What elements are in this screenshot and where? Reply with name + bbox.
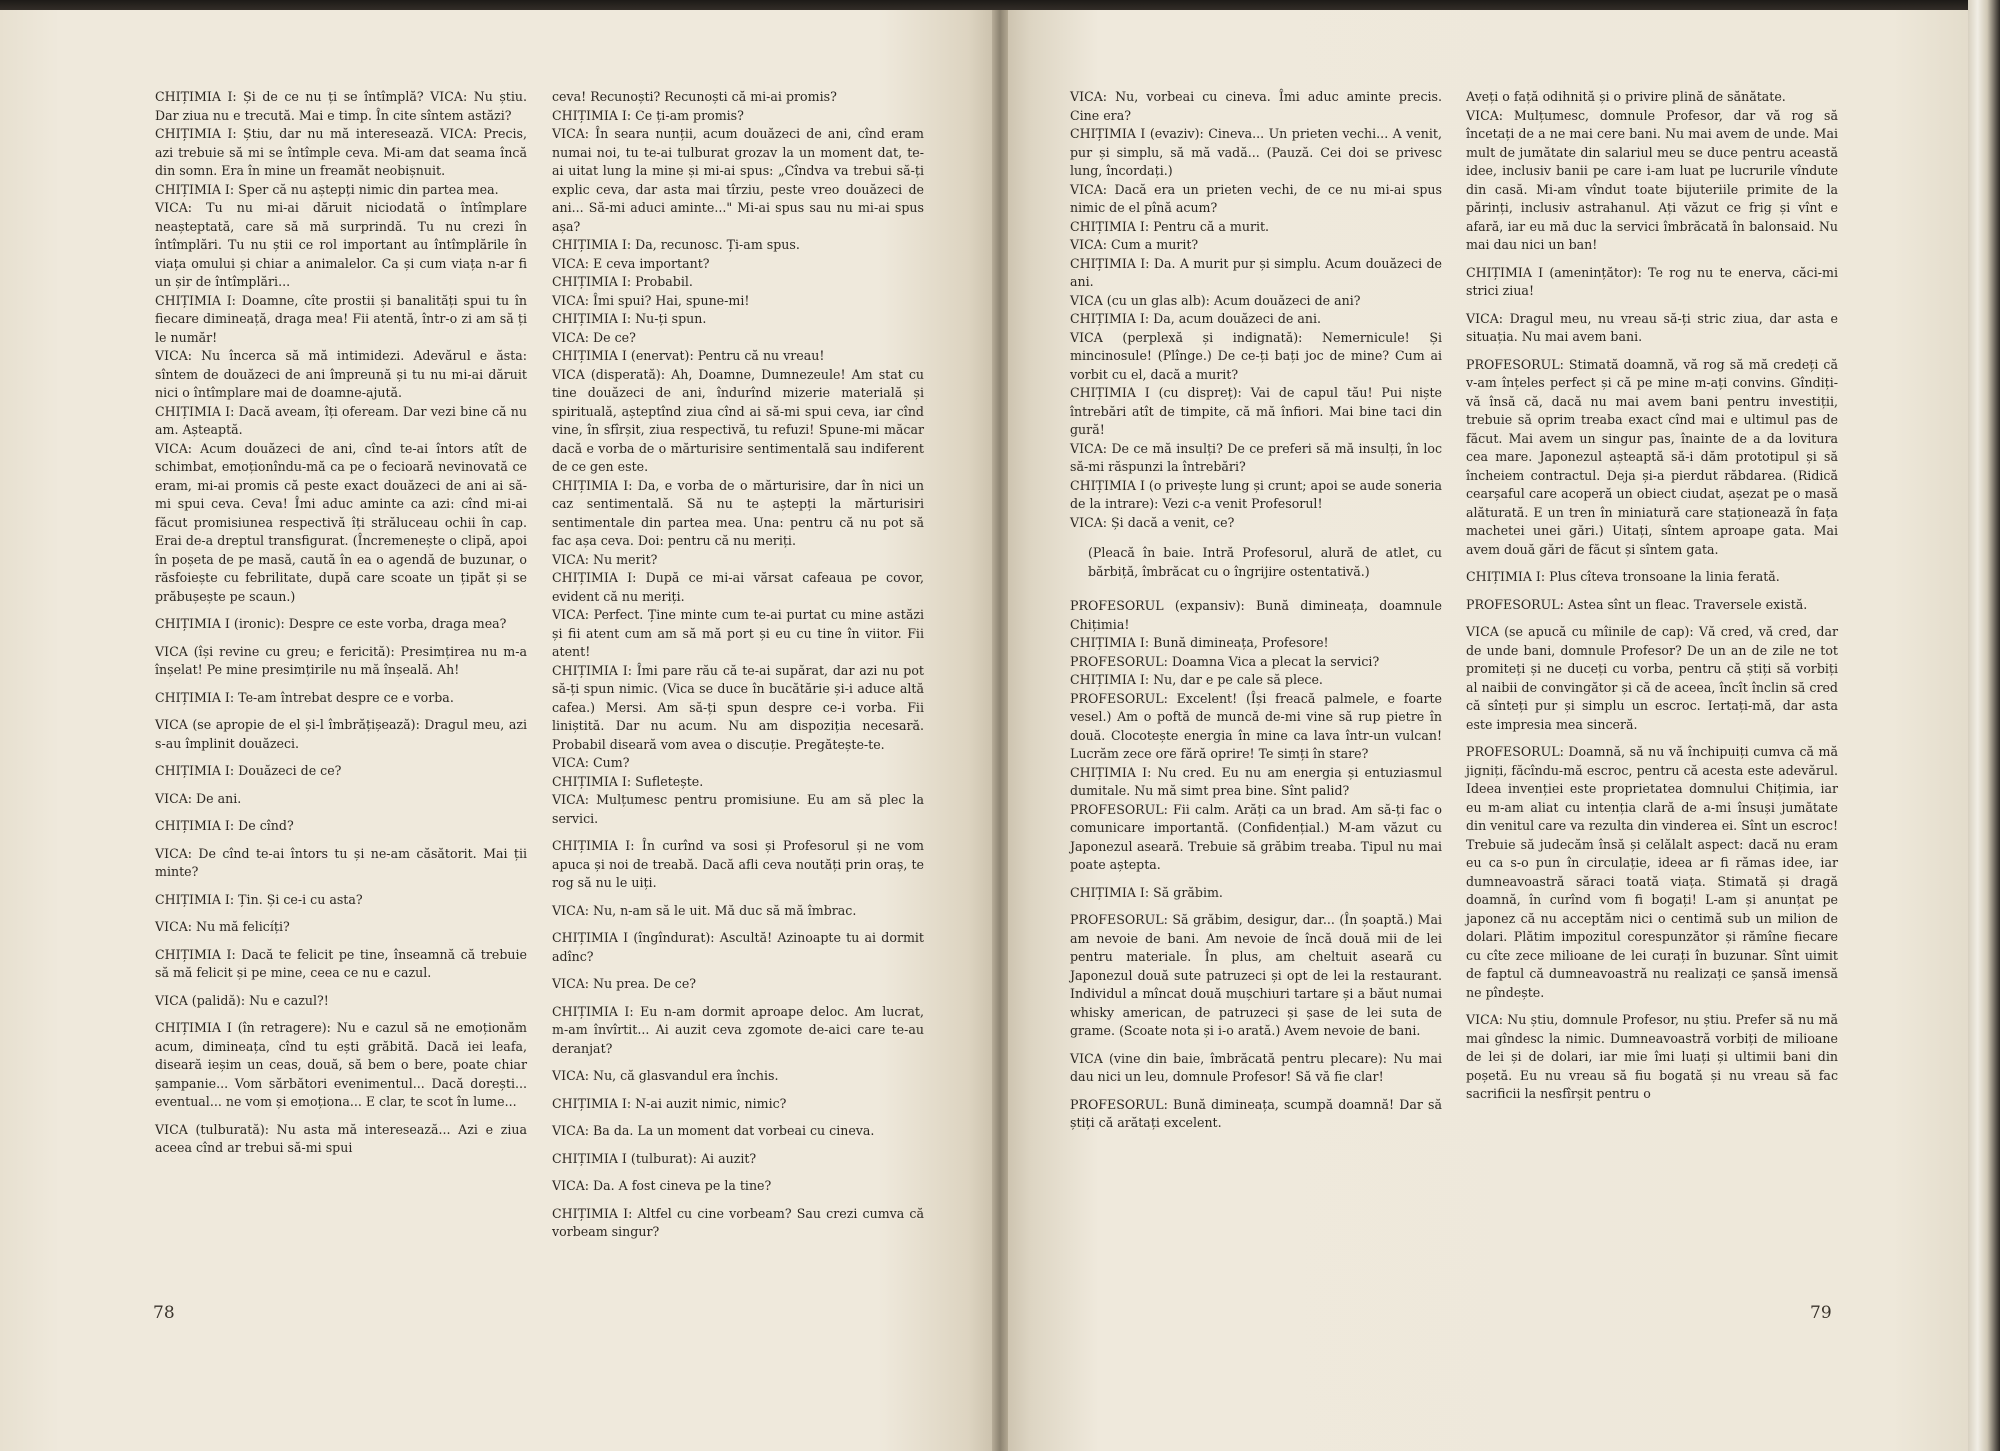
paragraph: VICA: Și dacă a venit, ce? xyxy=(1070,514,1235,530)
paragraph: CHIȚIMIA I: Nu, dar e pe cale să plece. xyxy=(1070,672,1323,687)
paragraph: VICA: E ceva important? xyxy=(552,255,710,271)
paragraph: CHIȚIMIA I: Doamne, cîte prostii și banalități spui tu în fiecare dimineață, draga mea! Fii atentă, într-o zi am să ți le număr! xyxy=(155,292,527,345)
paragraph: VICA: Perfect. Ține minte cum te-ai purtat cu mine astăzi și fii atent cum am să mă port și eu cu tine în viitor. Fii atent! xyxy=(552,607,924,659)
paragraph: VICA: Nu știu, domnule Profesor, nu știu. Prefer să nu mă mai gîndesc la nimic. Dumneavoastră vorbiți de milioane de lei și de dolari, iar mie îmi luați și ultimii bani din poșetă. Eu nu vreau să fiu bogată și nu vreau să fac sacrificii la nesfîrșit pentru o xyxy=(1466,1012,1838,1101)
paragraph: VICA: Ba da. La un moment dat vorbeai cu cineva. xyxy=(552,1123,875,1138)
paragraph: CHIȚIMIA I: În curînd va sosi și Profesorul și ne vom apuca și noi de treabă. Dacă afli ceva noutăți prin oraș, te rog să nu le uiți. xyxy=(552,838,924,890)
stage-direction: (Pleacă în baie. Intră Profesorul, alură de atlet, cu bărbiță, îmbrăcat cu o îngrijire ostentativă.) xyxy=(1088,545,1442,579)
paragraph: VICA (palidă): Nu e cazul?! xyxy=(155,992,329,1008)
paragraph: PROFESORUL: Să grăbim, desigur, dar... (În șoaptă.) Mai am nevoie de bani. Am nevoie de încă două mii de lei pentru materiale. În plus, am cheltuit aseară cu Japonezul două sute patruzeci și opt de lei la restaurant. Individul a mîncat două mușchiuri tartare și a băut numai whisky american, de patruzeci și șase de lei suta de grame. (Scoate nota și i-o arată.) Avem nevoie de bani. xyxy=(1070,912,1442,1038)
paragraph: CHIȚIMIA I: Da, e vorba de o mărturisire, dar în nici un caz sentimentală. Să nu te aștepți la mărturisiri sentimentale din partea mea. Una: pentru că nu pot să fac așa ceva. Doi: pentru că nu meriți. xyxy=(552,477,924,548)
paragraph: VICA: Nu, n-am să le uit. Mă duc să mă îmbrac. xyxy=(552,902,857,918)
paragraph: VICA: De ani. xyxy=(155,790,242,806)
paragraph: VICA: Nu prea. De ce? xyxy=(552,976,697,991)
paragraph: VICA: În seara nunții, acum douăzeci de ani, cînd eram numai noi, tu te-ai tulburat grozav la un moment dat, te-ai uitat lung la mine și mi-ai spus: „Cîndva va trebui să-ți explic ceva, dar asta mai tîrziu, peste vreo douăzeci de ani... Să-mi aduci aminte..." Mi-ai spus sau nu mi-ai spus așa? xyxy=(552,126,924,234)
paragraph: VICA: Nu încerca să mă intimidezi. Adevărul e ăsta: sîntem de douăzeci de ani împreună și tu nu mi-ai dăruit nici o întîmplare mai de doamne-ajută. xyxy=(155,348,527,400)
paragraph: VICA (perplexă și indignată): Nemernicule! Și mincinosule! (Plînge.) De ce-ți bați joc de mine? Cum ai vorbit cu el, dacă a murit? xyxy=(1070,329,1442,382)
book-gutter xyxy=(992,10,1008,1451)
paragraph: CHIȚIMIA I: Nu cred. Eu nu am energia și entuziasmul dumitale. Nu mă simt prea bine. Sînt palid? xyxy=(1070,764,1442,798)
paragraph: VICA: Dragul meu, nu vreau să-ți stric ziua, dar asta e situația. Nu mai avem bani. xyxy=(1466,310,1838,344)
paragraph: CHIȚIMIA I: Sper că nu aștepți nimic din partea mea. xyxy=(155,181,499,197)
paragraph: CHIȚIMIA I (o privește lung și crunt; apoi se aude soneria de la intrare): Vezi c-a venit Profesorul! xyxy=(1070,477,1442,511)
paragraph: VICA (vine din baie, îmbrăcată pentru plecare): Nu mai dau nici un leu, domnule Profesor! Să vă fie clar! xyxy=(1070,1050,1442,1084)
paragraph: PROFESORUL: Stimată doamnă, vă rog să mă credeți că v-am înțeles perfect și că pe mine m-ați convins. Gîndiți-vă însă că, dacă nu mai avem bani pentru investiții, trebuie să oprim treaba exact cînd mai e ultimul pas de făcut. Mai avem un singur pas, înainte de a da lovitura cea mare. Japonezul așteaptă să-i dăm prototipul și să încheiem contractul. Deja și-a pierdut răbdarea. (Ridică cearșaful care acoperă un obiect ciudat, așezat pe o masă alăturată. E un tren în miniatură care staționează în fața machetei unei gări.) Uitați, sîntem aproape gata. Mai avem două gări de făcut și sîntem gata. xyxy=(1466,356,1838,557)
paragraph: VICA (disperată): Ah, Doamne, Dumnezeule! Am stat cu tine douăzeci de ani, îndurînd mizerie materială și spirituală, așteptînd ziua cînd ai să-mi spui ceva, iar cînd vine, în sfîrșit, ziua respectivă, tu refuzi! Spune-mi măcar dacă e vorba de o mărturisire sentimentală sau indiferent de ce gen este. xyxy=(552,366,924,474)
paragraph: CHIȚIMIA I: Știu, dar nu mă interesează. VICA: Precis, azi trebuie să mi se întîmple ceva. Mi-am dat seama încă din somn. Era în mine un freamăt neobișnuit. xyxy=(155,126,527,178)
paragraph: CHIȚIMIA I: Pentru că a murit. xyxy=(1070,218,1270,234)
page-number-left: 78 xyxy=(153,1303,175,1323)
paragraph: CHIȚIMIA I (enervat): Pentru că nu vreau! xyxy=(552,348,825,363)
paragraph: PROFESORUL: Astea sînt un fleac. Traversele există. xyxy=(1466,596,1808,612)
paragraph: CHIȚIMIA I: Dacă aveam, îți ofeream. Dar vezi bine că nu am. Așteaptă. xyxy=(155,403,527,437)
paragraph: CHIȚIMIA I: Ce ți-am promis? xyxy=(552,107,744,123)
paragraph: VICA: Nu mă felicíți? xyxy=(155,919,290,934)
paragraph: VICA: De ce? xyxy=(552,329,636,345)
page-edges xyxy=(1968,0,2000,1451)
paragraph: VICA: De ce mă insulți? De ce preferi să mă insulți, în loc să-mi răspunzi la întrebări? xyxy=(1070,440,1442,474)
paragraph: VICA (se apropie de el și-l îmbrățișează): Dragul meu, azi s-au împlinit douăzeci. xyxy=(155,717,527,751)
paragraph: CHIȚIMIA I (evaziv): Cineva... Un prieten vechi... A venit, pur și simplu, să mă vadă... (Pauză. Cei doi se privesc lung, încordați.) xyxy=(1070,126,1442,178)
paragraph: CHIȚIMIA I: După ce mi-ai vărsat cafeaua pe covor, evident că nu meriți. xyxy=(552,570,924,604)
paragraph: CHIȚIMIA I: Da, recunosc. Ți-am spus. xyxy=(552,237,800,252)
paragraph: CHIȚIMIA I: Bună dimineața, Profesore! xyxy=(1070,635,1329,650)
text-column-2 xyxy=(552,88,924,1242)
paragraph: CHIȚIMIA I: Eu n-am dormit aproape deloc. Am lucrat, m-am învîrtit... Ai auzit ceva zgomote de-aici care te-au deranjat? xyxy=(552,1003,924,1056)
paragraph: CHIȚIMIA I: Plus cîteva tronsoane la linia ferată. xyxy=(1466,569,1780,584)
paragraph: CHIȚIMIA I (amenințător): Te rog nu te enerva, căci-mi strici ziua! xyxy=(1466,264,1838,298)
paragraph: CHIȚIMIA I: Să grăbim. xyxy=(1070,884,1223,900)
paragraph: VICA: Nu, că glasvandul era închis. xyxy=(552,1068,779,1083)
paragraph: PROFESORUL: Doamna Vica a plecat la servici? xyxy=(1070,653,1380,669)
paragraph: CHIȚIMIA I (ironic): Despre ce este vorba, draga mea? xyxy=(155,616,507,631)
paragraph: CHIȚIMIA I (în retragere): Nu e cazul să ne emoționăm acum, dimineața, cînd tu ești grăbită. Dacă iei leafa, diseară ieșim un ceas, două, să bem o bere, poate chiar șampanie... Vom sărbători evenimentul... Dacă dorești... eventual... ne vom și emoționa... E clar, te scot în lume... xyxy=(155,1020,527,1109)
paragraph: PROFESORUL: Bună dimineața, scumpă doamnă! Dar să știți că arătați excelent. xyxy=(1070,1096,1442,1130)
paragraph: VICA: Cum? xyxy=(552,755,630,770)
paragraph: VICA: Acum douăzeci de ani, cînd te-ai întors atît de schimbat, emoționîndu-mă ca pe o fecioară nevinovată ce eram, mi-ai promis că peste exact douăzeci de ani ai să-mi spui ceva. Ceva! Îmi aduc aminte ca azi: cînd mi-ai făcut promisiunea respectivă îți străluceau ochii în cap. Erai de-a dreptul transfigurat. (Încremenește o clipă, apoi în poșeta de pe masă, caută în ea o agendă de buzunar, o răsfoiește cu febrilitate, după care scoate un țipăt și se prăbușește pe scaun.) xyxy=(155,440,527,604)
paragraph: VICA (tulburată): Nu asta mă interesează... Azi e ziua aceea cînd ar trebui să-mi spui xyxy=(155,1121,527,1155)
page-number-right: 79 xyxy=(1810,1303,1832,1323)
paragraph: CHIȚIMIA I: N-ai auzit nimic, nimic? xyxy=(552,1095,787,1111)
paragraph: VICA: Cum a murit? xyxy=(1070,237,1199,252)
paragraph: VICA: Tu nu mi-ai dăruit niciodată o întîmplare neașteptată, care să mă surprindă. Tu nu crezi în întîmplări. Tu nu știi ce rol important au întîmplările în viața omului și chiar a animalelor. Ca și cum viața n-ar fi un șir de întîmplări... xyxy=(155,200,527,289)
paragraph: PROFESORUL: Fii calm. Arăți ca un brad. Am să-ți fac o comunicare importantă. (Confidențial.) M-am văzut cu Japonezul aseară. Trebuie să grăbim treaba. Tipul nu mai poate aștepta. xyxy=(1070,801,1442,872)
paragraph: CHIȚIMIA I: Țin. Și ce-i cu asta? xyxy=(155,891,363,907)
paragraph: PROFESORUL: Doamnă, să nu vă închipuiți cumva că mă jigniți, făcîndu-mă escroc, pentru că acesta este adevărul. Ideea invenției este proprietatea domnului Chițimia, iar eu m-am aliat cu intenția clară de a-mi însuși jumătate din venitul care va rezulta din vinderea ei. Sînt un escroc! Trebuie să judecăm însă și celălalt aspect: dacă nu eram eu ca s-o pun în circulație, ideea ar fi rămas idee, iar dumneavoastră săraci toată viața. Stimată și dragă doamnă, în curînd vom fi bogați! L-am și anunțat pe japonez că nu acceptăm nici o centimă sub un milion de dolari. Plătim impozitul corespunzător și rămîne fiecare cu cîte zece milioane de lei curați în buzunar. Sînt uimit de faptul că dumneavoastră nu realizați ce șansă imensă ne pîndește. xyxy=(1466,744,1838,1000)
paragraph: VICA: Nu merit? xyxy=(552,551,658,567)
paragraph: VICA: Mulțumesc, domnule Profesor, dar vă rog să încetați de a ne mai cere bani. Nu mai avem de unde. Mai mult de jumătate din salariul meu se duce pentru această idee, inclusiv banii pe care i-am luat pe lucrurile vîndute din casă. Mi-am vîndut toate bijuteriile primite de la părinți, inclusiv astrahanul. Ați văzut ce frig și vînt e afară, iar eu mă duc la servici îmbrăcată în balonsaid. Nu mai dau nici un ban! xyxy=(1466,107,1838,252)
paragraph: CHIȚIMIA I: Și de ce nu ți se întîmplă? VICA: Nu știu. Dar ziua nu e trecută. Mai e timp. În cite sîntem astăzi? xyxy=(155,89,527,123)
paragraph: CHIȚIMIA I: De cînd? xyxy=(155,818,294,833)
paragraph: CHIȚIMIA I (cu dispreț): Vai de capul tău! Pui niște întrebări atît de timpite, că mă înfiori. Mai bine taci din gură! xyxy=(1070,385,1442,437)
paragraph: VICA: Dacă era un prieten vechi, de ce nu mi-ai spus nimic de el pînă acum? xyxy=(1070,181,1442,215)
paragraph: Aveți o față odihnită și o privire plină de sănătate. xyxy=(1466,89,1786,104)
text-column-3 xyxy=(1070,88,1442,1133)
paragraph: PROFESORUL (expansiv): Bună dimineața, doamnule Chițimia! xyxy=(1070,598,1442,632)
paragraph: CHIȚIMIA I: Îmi pare rău că te-ai supărat, dar azi nu pot să-ți spun nimic. (Vica se duce în bucătărie și-i aduce altă cafea.) Mersi. Am să-ți spun despre ce-i vorba. Fii liniștită. Dar nu acum. Nu am dispoziția necesară. Probabil diseară vom avea o discuție. Pregătește-te. xyxy=(552,662,924,752)
paragraph: CHIȚIMIA I: Da, acum douăzeci de ani. xyxy=(1070,311,1321,326)
paragraph: VICA (se apucă cu mîinile de cap): Vă cred, vă cred, dar de unde bani, domnule Profesor? De un an de zile ne tot promiteți și ne duceți cu vorba, pentru că știți să vorbiți al naibii de convingător și că de aceea, încît înclin să cred că sînteți pur și simplu un escroc. Iertați-mă, dar asta este impresia mea sinceră. xyxy=(1466,624,1838,732)
paragraph: CHIȚIMIA I: Da. A murit pur și simplu. Acum douăzeci de ani. xyxy=(1070,255,1442,289)
paragraph: CHIȚIMIA I: Te-am întrebat despre ce e vorba. xyxy=(155,689,454,705)
paragraph: CHIȚIMIA I (tulburat): Ai auzit? xyxy=(552,1150,757,1166)
paragraph: VICA (își revine cu greu; e fericită): Presimțirea nu m-a înșelat! Pe mine presimțirile nu mă înșeală. Ah! xyxy=(155,643,527,677)
paragraph: VICA: Mulțumesc pentru promisiune. Eu am să plec la servici. xyxy=(552,792,924,826)
text-column-1 xyxy=(155,88,527,1158)
paragraph: CHIȚIMIA I: Probabil. xyxy=(552,274,693,289)
paragraph: CHIȚIMIA I: Sufletește. xyxy=(552,773,704,789)
paragraph: VICA: De cînd te-ai întors tu și ne-am căsătorit. Mai ții minte? xyxy=(155,845,527,879)
paragraph: CHIȚIMIA I: Nu-ți spun. xyxy=(552,311,707,326)
paragraph: CHIȚIMIA I (îngîndurat): Ascultă! Azinoapte tu ai dormit adînc? xyxy=(552,930,924,964)
paragraph: CHIȚIMIA I: Dacă te felicit pe tine, înseamnă că trebuie să mă felicit și pe mine, ceea ce nu e cazul. xyxy=(155,946,527,980)
paragraph: VICA: Nu, vorbeai cu cineva. Îmi aduc aminte precis. Cine era? xyxy=(1070,89,1442,123)
text-column-4 xyxy=(1466,88,1838,1104)
paragraph: VICA (cu un glas alb): Acum douăzeci de ani? xyxy=(1070,292,1361,308)
paragraph: PROFESORUL: Excelent! (Își freacă palmele, e foarte vesel.) Am o poftă de muncă de-mi vine să rup pietre în două. Clocotește energia în mine ca lava într-un vulcan! Lucrăm zece ore fără oprire! Te simți în stare? xyxy=(1070,690,1442,761)
paragraph: VICA: Da. A fost cineva pe la tine? xyxy=(552,1178,772,1193)
paragraph: CHIȚIMIA I: Douăzeci de ce? xyxy=(155,763,342,778)
paragraph: VICA: Îmi spui? Hai, spune-mi! xyxy=(552,292,750,308)
paragraph: CHIȚIMIA I: Altfel cu cine vorbeam? Sau crezi cumva că vorbeam singur? xyxy=(552,1205,924,1239)
paragraph: ceva! Recunoști? Recunoști că mi-ai promis? xyxy=(552,89,837,104)
